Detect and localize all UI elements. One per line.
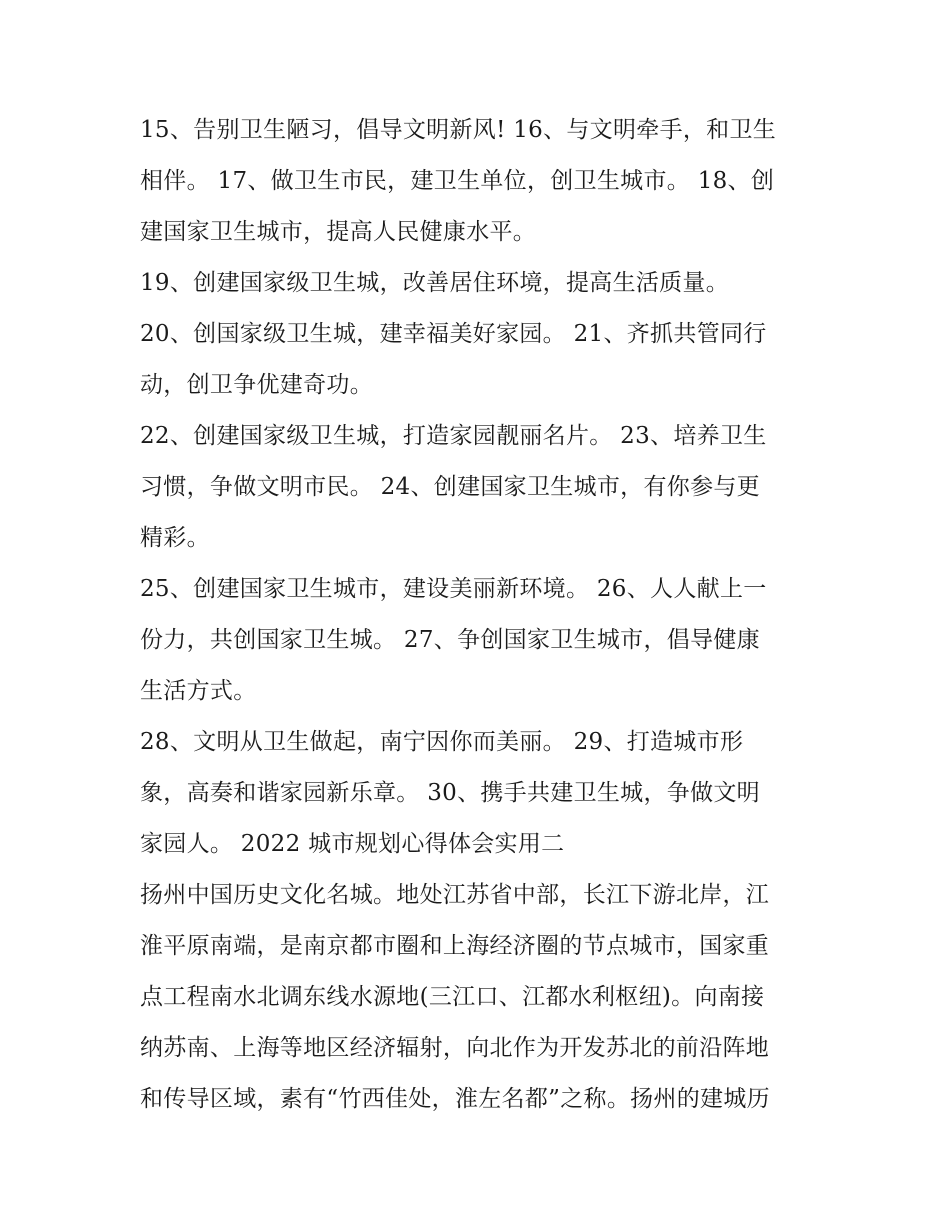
text-line: 28、文明从卫生做起，南宁因你而美丽。 29、打造城市形 [140,729,744,755]
text-line: 20、创国家级卫生城，建幸福美好家园。 21、齐抓共管同行 [140,321,767,347]
text-line: 相伴。 17、做卫生市民，建卫生单位，创卫生城市。 18、创 [140,168,775,194]
text-line: 动，创卫争优建奇功。 [140,372,373,398]
text-line: 扬州中国历史文化名城。地处江苏省中部，长江下游北岸，江 [140,882,770,908]
text-line: 25、创建国家卫生城市，建设美丽新环境。 26、人人献上一 [140,576,767,602]
text-line: 生活方式。 [140,678,257,704]
text-line: 15、告别卫生陋习，倡导文明新风! 16、与文明牵手，和卫生 [140,117,777,143]
text-line: 份力，共创国家卫生城。 27、争创国家卫生城市，倡导健康 [140,627,760,653]
text-line: 家园人。 2022 城市规划心得体会实用二 [140,831,565,857]
text-line: 淮平原南端，是南京都市圈和上海经济圈的节点城市，国家重 [140,933,770,959]
text-line: 习惯，争做文明市民。 24、创建国家卫生城市，有你参与更 [140,474,760,500]
text-line: 22、创建国家级卫生城，打造家园靓丽名片。 23、培养卫生 [140,423,767,449]
text-line: 象，高奏和谐家园新乐章。 30、携手共建卫生城，争做文明 [140,780,760,806]
text-line: 建国家卫生城市，提高人民健康水平。 [140,219,537,245]
text-line: 点工程南水北调东线水源地(三江口、江都水利枢纽)。向南接 [140,984,765,1010]
text-line: 纳苏南、上海等地区经济辐射，向北作为开发苏北的前沿阵地 [140,1035,770,1061]
text-line: 19、创建国家级卫生城，改善居住环境，提高生活质量。 [140,270,730,296]
text-line: 精彩。 [140,525,210,551]
text-line: 和传导区域，素有“竹西佳处，淮左名都”之称。扬州的建城历 [140,1086,770,1112]
